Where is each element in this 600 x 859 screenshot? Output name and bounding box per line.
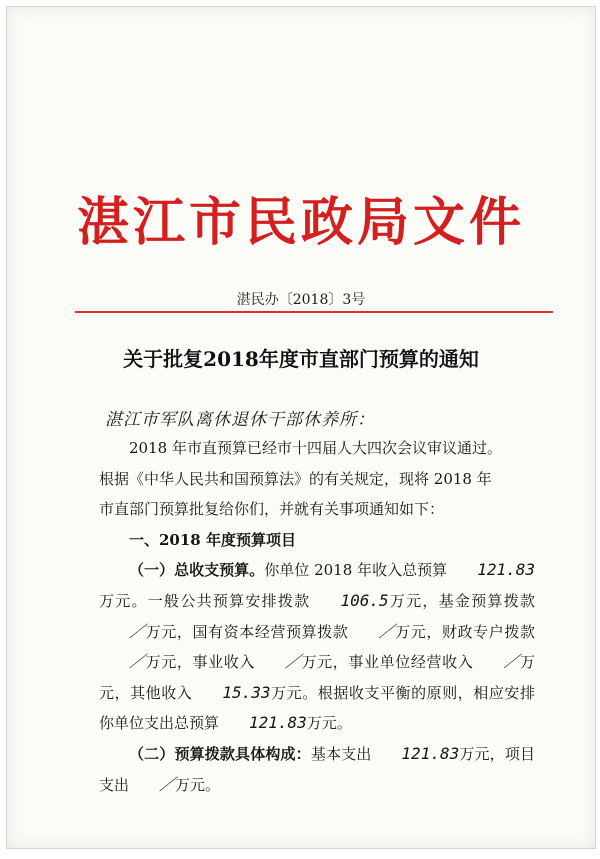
handwritten-total-income: 121.83	[477, 560, 535, 580]
intro-line-2: 根据《中华人民共和国预算法》的有关规定，现将 2018 年	[99, 469, 492, 488]
document-page	[6, 6, 596, 849]
text-fragment: 万元。根据收支平衡的原则，相应安排你单位支出总预算	[99, 683, 535, 733]
intro-line-3: 市直部门预算批复给你们，并就有关事项通知如下：	[99, 500, 445, 519]
text-fragment: 万元，国有资本经营预算拨款	[145, 622, 349, 641]
section-1-heading: 一、2018 年度预算项目	[129, 530, 296, 549]
text-fragment: 你单位 2018 年收入总预算	[264, 561, 448, 580]
handwritten-public-budget: 106.5	[340, 590, 389, 610]
text-fragment: 万元，项目支出	[99, 744, 535, 794]
handwritten-fund-budget: ／	[129, 621, 146, 641]
text-fragment: 万元。	[306, 714, 352, 733]
sub-2-label: （二）预算拨款具体构成：	[129, 744, 311, 763]
intro-line-1: 2018 年市直预算已经市十四届人大四次会议审议通过。	[129, 439, 502, 457]
handwritten-other-income: 15.33	[222, 682, 271, 702]
text-fragment: 万元。一般公共预算安排拨款	[99, 591, 311, 610]
org-header-title: 湛江市民政局文件	[76, 193, 525, 253]
handwritten-special-account: ／	[129, 652, 146, 672]
red-divider-line	[75, 311, 553, 313]
notice-title: 关于批复2018年度市直部门预算的通知	[123, 347, 479, 371]
handwritten-project-expense: ／	[159, 774, 176, 794]
handwritten-total-expense: 121.83	[249, 713, 307, 733]
paragraph-total-budget	[99, 555, 535, 739]
handwritten-business-income: ／	[284, 652, 301, 672]
paragraph-appropriation	[99, 739, 535, 800]
addressee-handwritten: 湛江市军队离休退休干部休养所：	[105, 410, 375, 430]
body-text	[99, 433, 535, 800]
text-fragment: 万元，事业单位经营收入	[300, 653, 474, 672]
text-fragment: 基本支出	[310, 744, 372, 763]
text-fragment: 万元，财政专户拨款	[394, 622, 535, 641]
handwritten-basic-expense: 121.83	[401, 743, 460, 763]
handwritten-operating-income: ／	[503, 652, 520, 672]
document-number: 湛民办〔2018〕3号	[236, 292, 366, 308]
text-fragment: 万元。	[175, 775, 221, 794]
sub-1-label: （一）总收支预算。	[129, 561, 265, 580]
text-fragment: 万元，其他收入	[99, 653, 535, 702]
handwritten-state-capital: ／	[378, 621, 395, 641]
text-fragment: 万元，基金预算拨款	[388, 591, 535, 610]
text-fragment: 万元，事业收入	[145, 653, 255, 672]
